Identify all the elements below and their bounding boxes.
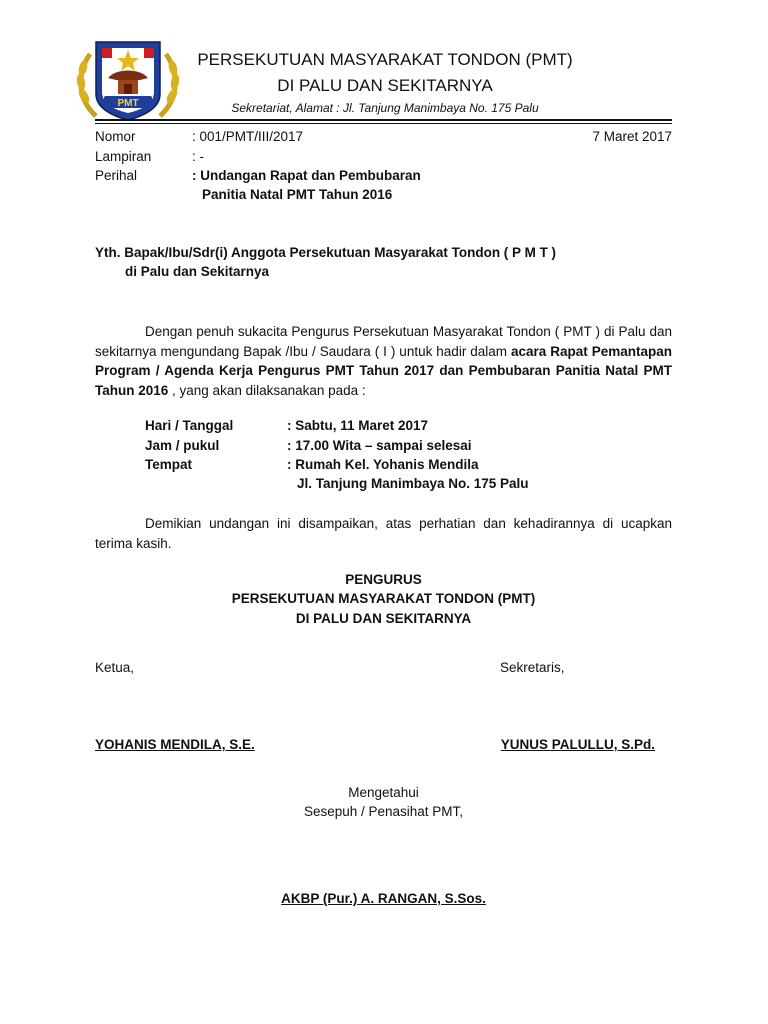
recipient-line2: di Palu dan Sekitarnya (125, 264, 270, 279)
perihal-value-line2: Panitia Natal PMT Tahun 2016 (202, 187, 393, 202)
lampiran-label: Lampiran (95, 149, 152, 164)
closing-title-region: DI PALU DAN SEKITARNYA (295, 611, 472, 626)
pmt-logo-emblem (74, 34, 182, 124)
invitation-tail-text: , yang akan dilaksanakan pada : (168, 382, 366, 398)
day-value: : Sabtu, 11 Maret 2017 (287, 418, 429, 433)
place-value-line2: Jl. Tanjung Manimbaya No. 175 Palu (297, 476, 529, 491)
nomor-label: Nomor (95, 129, 136, 144)
invitation-event-text: acara Rapat Pemantapan Program / Agenda Kerja Pengurus PMT Tahun 2017 dan Pembubaran Panitia Natal PMT Tahun 2016 (95, 343, 673, 398)
chair-name: YOHANIS MENDILA, S.E. (95, 737, 255, 752)
org-region-heading: DI PALU DAN SEKITARNYA (277, 76, 493, 95)
recipient-line1: Yth. Bapak/Ibu/Sdr(i) Anggota Persekutuan Masyarakat Tondon ( P M T ) (95, 245, 557, 260)
invitation-text: Dengan penuh sukacita Pengurus Persekutuan Masyarakat Tondon ( PMT ) di Palu dan sekitarnya mengundang Bapak /Ibu / Saudara ( I ) untuk hadir dalam (95, 324, 672, 359)
advisor-name: AKBP (Pur.) A. RANGAN, S.Sos. (281, 891, 486, 906)
time-value: : 17.00 Wita – sampai selesai (287, 438, 472, 453)
advisor-title: Sesepuh / Penasihat PMT, (303, 804, 464, 819)
body-paragraph-invitation (95, 322, 672, 400)
chair-label: Ketua, (95, 660, 135, 675)
secretary-label: Sekretaris, (500, 660, 565, 675)
acknowledge-label: Mengetahui (348, 785, 419, 800)
closing-title-org: PERSEKUTUAN MASYARAKAT TONDON (PMT) (231, 591, 536, 606)
body-paragraph-closing (95, 514, 672, 553)
place-value-line1: : Rumah Kel. Yohanis Mendila (287, 457, 479, 472)
time-label: Jam / pukul (145, 438, 220, 453)
day-label: Hari / Tanggal (145, 418, 234, 433)
letterhead-divider-thick (95, 119, 672, 121)
perihal-label: Perihal (95, 168, 138, 183)
place-label: Tempat (145, 457, 193, 472)
letterhead-divider-thin (95, 123, 672, 124)
perihal-value-line1: : Undangan Rapat dan Pembubaran (192, 168, 421, 183)
nomor-value: : 001/PMT/III/2017 (192, 129, 304, 144)
lampiran-value: : - (192, 149, 204, 164)
closing-title-pengurus: PENGURUS (345, 572, 422, 587)
org-address: Sekretariat, Alamat : Jl. Tanjung Manimbaya No. 175 Palu (231, 101, 539, 115)
secretary-name: YUNUS PALULLU, S.Pd. (500, 737, 655, 752)
org-name-heading: PERSEKUTUAN MASYARAKAT TONDON (PMT) (197, 50, 573, 69)
letter-date: 7 Maret 2017 (592, 129, 672, 144)
logo-text: PMT (117, 98, 139, 109)
closing-text: Demikian undangan ini disampaikan, atas perhatian dan kehadirannya di ucapkan terima kasih. (95, 516, 672, 551)
